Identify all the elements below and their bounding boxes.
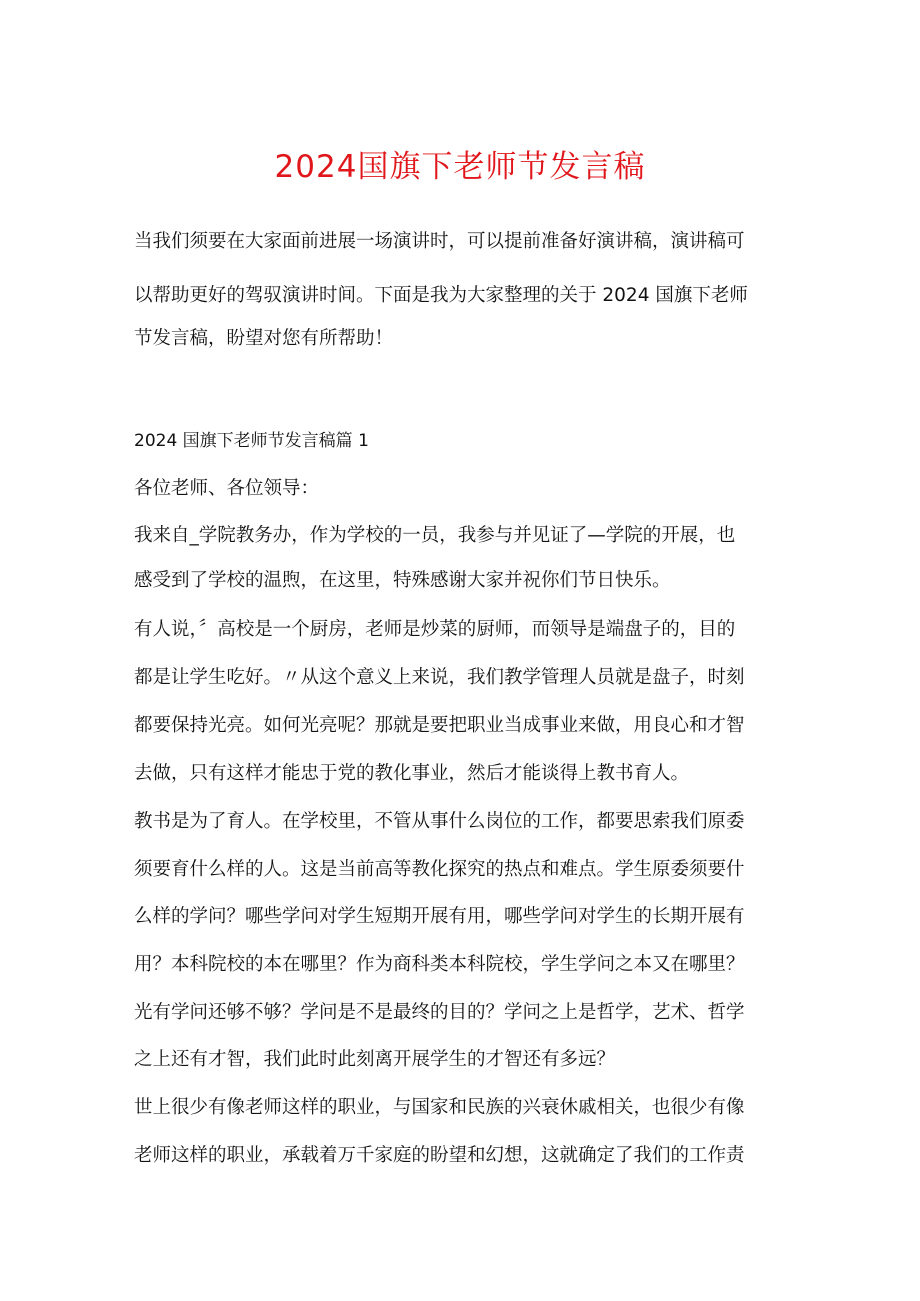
intro-line: 以帮助更好的驾驭演讲时间。下面是我为大家整理的关于 2024 国旗下老师 bbox=[134, 285, 748, 306]
body-line: 光有学问还够不够？学问是不是最终的目的？学问之上是哲学，艺术、哲学 bbox=[134, 1002, 745, 1023]
body-line: 世上很少有像老师这样的职业，与国家和民族的兴衰休戚相关，也很少有像 bbox=[134, 1097, 745, 1118]
body-line: 须要育什么样的人。这是当前高等教化探究的热点和难点。学生原委须要什 bbox=[134, 859, 745, 880]
body-line: 用？本科院校的本在哪里？作为商科类本科院校，学生学问之本又在哪里？ bbox=[134, 954, 745, 975]
body-line: 我来自_学院教务办，作为学校的一员，我参与并见证了—学院的开展，也 bbox=[134, 525, 736, 546]
intro-line: 当我们须要在大家面前进展一场演讲时，可以提前准备好演讲稿，演讲稿可 bbox=[134, 231, 745, 252]
body-line: 都是让学生吃好。〃从这个意义上来说，我们教学管理人员就是盘子，时刻 bbox=[134, 667, 745, 688]
body-line: 有人说，〞高校是一个厨房，老师是炒菜的厨师，而领导是端盘子的，目的 bbox=[134, 619, 736, 640]
body-line: 都要保持光亮。如何光亮呢？那就是要把职业当成事业来做，用良心和才智 bbox=[134, 715, 745, 736]
intro-line: 节发言稿，盼望对您有所帮助！ bbox=[134, 328, 394, 349]
body-line: 之上还有才智，我们此时此刻离开展学生的才智还有多远？ bbox=[134, 1049, 616, 1070]
document-title: 2024国旗下老师节发言稿 bbox=[274, 149, 646, 185]
body-line: 去做，只有这样才能忠于党的教化事业，然后才能谈得上教书育人。 bbox=[134, 763, 690, 784]
body-line: 么样的学问？哪些学问对学生短期开展有用，哪些学问对学生的长期开展有 bbox=[134, 906, 745, 927]
body-line: 老师这样的职业，承载着万千家庭的盼望和幻想，这就确定了我们的工作责 bbox=[134, 1145, 745, 1166]
section-heading: 2024 国旗下老师节发言稿篇 1 bbox=[134, 431, 369, 451]
body-line: 各位老师、各位领导： bbox=[134, 478, 320, 499]
body-line: 教书是为了育人。在学校里，不管从事什么岗位的工作，都要思索我们原委 bbox=[134, 811, 745, 832]
body-line: 感受到了学校的温煦，在这里，特殊感谢大家并祝你们节日快乐。 bbox=[134, 570, 671, 591]
